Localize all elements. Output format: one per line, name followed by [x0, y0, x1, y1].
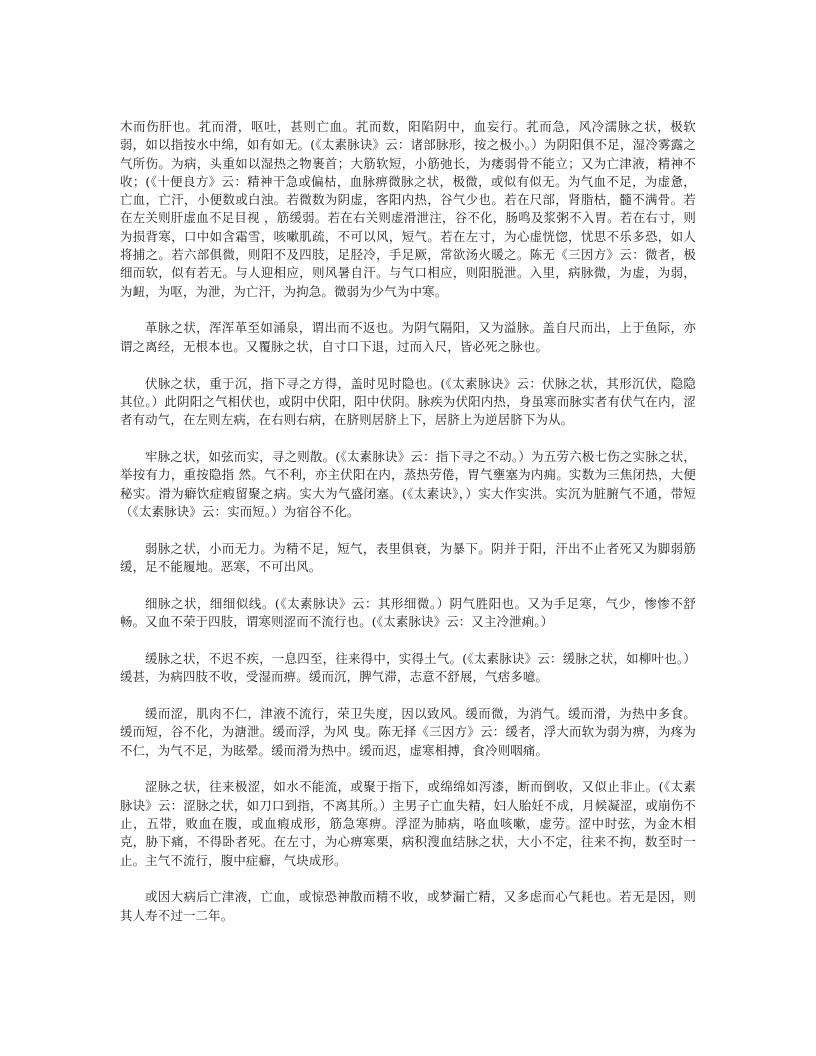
paragraph-6: 细脉之状，细细似线。(《太素脉诀》云：其形细微。）阴气胜阳也。又为手足寒，气少，惨惨不舒畅。又血不荣于四肢，谓寒则涩而不流行也。(《太素脉诀》云：又主冷泄痢。） [120, 595, 696, 630]
paragraph-7: 缓脉之状，不迟不疾，一息四至，往来得中，实得土气。(《太素脉诀》云：缓脉之状，如柳叶也。）缓甚，为病四肢不收，受湿而痹。缓而沉，脾气滞，志意不舒展，气痞多噫。 [120, 650, 696, 685]
paragraph-10: 或因大病后亡津液，亡血，或惊恐神散而精不收，或梦漏亡精，又多虑而心气耗也。若无是因，则其人寿不过一二年。 [120, 889, 696, 923]
document-page [120, 118, 696, 943]
paragraph-1: 木而伤肝也。芤而滑，呕吐，甚则亡血。芤而数，阳陷阴中，血妄行。芤而急，风冷濡脉之状，极软弱，如以指按水中绵，如有如无。(《太素脉诀》云：诸部脉形，按之极小。）为阴阳俱不足，湿冷雾露之气所伤。为病，头重如以湿热之物裹首；大筋软短，小筋弛长，为痿弱骨不能立；又为亡津液，精神不收；(《十便良方》云：精神干急或偏枯，血脉痹微脉之状，极微，或似有似无。为气血不足，为虚惫，亡血，亡汗，小便数或白浊。若微数为阴虚，客阳内热，谷气少也。若在尺部，肾脂枯，髓不满骨。若在左关则肝虚血不足目视 ，筋缓弱。若在右关则虚滑泄注，谷不化，肠鸣及浆粥不入胃。若在右寸，则为损背寒，口中如含霜雪，咳嗽肌疏，不可以风，短气。若在左寸，为心虚恍惚，忧思不乐多恐，如人将捕之。若六部俱微，则阳不及四肢，足胫冷，手足厥，常欲汤火暖之。陈无《三因方》云：微者，极细而软，似有若无。与人迎相应，则风暑自汗。与气口相应，则阳脱泄。入里，病脉微，为虚，为弱，为衄，为呕，为泄，为亡汗，为拘急。微弱为少气为中寒。 [120, 119, 696, 299]
paragraph-3: 伏脉之状，重于沉，指下寻之方得，盖时见时隐也。(《太素脉诀》云：伏脉之状，其形沉伏，隐隐其位。）此阴阳之气相伏也，或阴中伏阳，阳中伏阴。脉疾为伏阳内热，身虽寒而脉实者有伏气在内，涩者有动气，在左则左病，在右则右病，在脐则居脐上下，居脐上为逆居脐下为从。 [120, 375, 696, 428]
paragraph-4: 牢脉之状，如弦而实，寻之则散。(《太素脉诀》云：指下寻之不动。）为五劳六极七伤之实脉之状，举按有力，重按隐指 然。气不利，亦主伏阳在内，蒸热劳倦，胃气壅塞为内痈。实数为三焦闭热，大便秘实。滑为癖饮症瘕留聚之病。实大为气盛闭塞。(《太素诀》，）实大作实洪。实沉为脏腑气不通，带短（《太素脉诀》云：实而短。）为宿谷不化。 [120, 448, 696, 519]
paragraph-2: 革脉之状，浑浑革至如涌泉，谓出而不返也。为阴气隔阳，又为溢脉。盖自尺而出，上于鱼际，亦谓之离经，无根本也。又覆脉之状，自寸口下退，过而入尺，皆必死之脉也。 [120, 320, 696, 354]
paragraph-8: 缓而涩，肌肉不仁，津液不流行，荣卫失度，因以致风。缓而微，为消气。缓而滑，为热中多食。缓而短，谷不化，为溏泄。缓而浮，为风 曳。陈无择《三因方》云：缓者，浮大而软为弱为痹，为疼为不仁，为气不足，为眩晕。缓而滑为热中。缓而迟，虚寒相搏，食冷则咽痛。 [120, 705, 696, 758]
paragraph-9: 涩脉之状，往来极涩，如水不能流，或聚于指下，或绵绵如泻漆，断而倒收，又似止非止。(《太素脉诀》云：涩脉之状，如刀口到指，不离其所。）主男子亡血失精，妇人胎妊不成，月候凝涩，或崩伤不止，五带，败血在腹，或血瘕成形，筋急寒痹。浮涩为肺病，咯血咳嗽，虚劳。涩中时弦，为金木相克，胁下痛，不得卧者死。在左寸，为心痹寒栗，病积溲血结脉之状，大小不定，往来不拘，数至时一止。主气不流行，腹中症癖，气块成形。 [120, 779, 696, 868]
paragraph-5: 弱脉之状，小而无力。为精不足，短气，表里俱衰，为暴下。阴并于阳，汗出不止者死又为脚弱筋缓，足不能履地。恶寒，不可出风。 [120, 540, 696, 574]
